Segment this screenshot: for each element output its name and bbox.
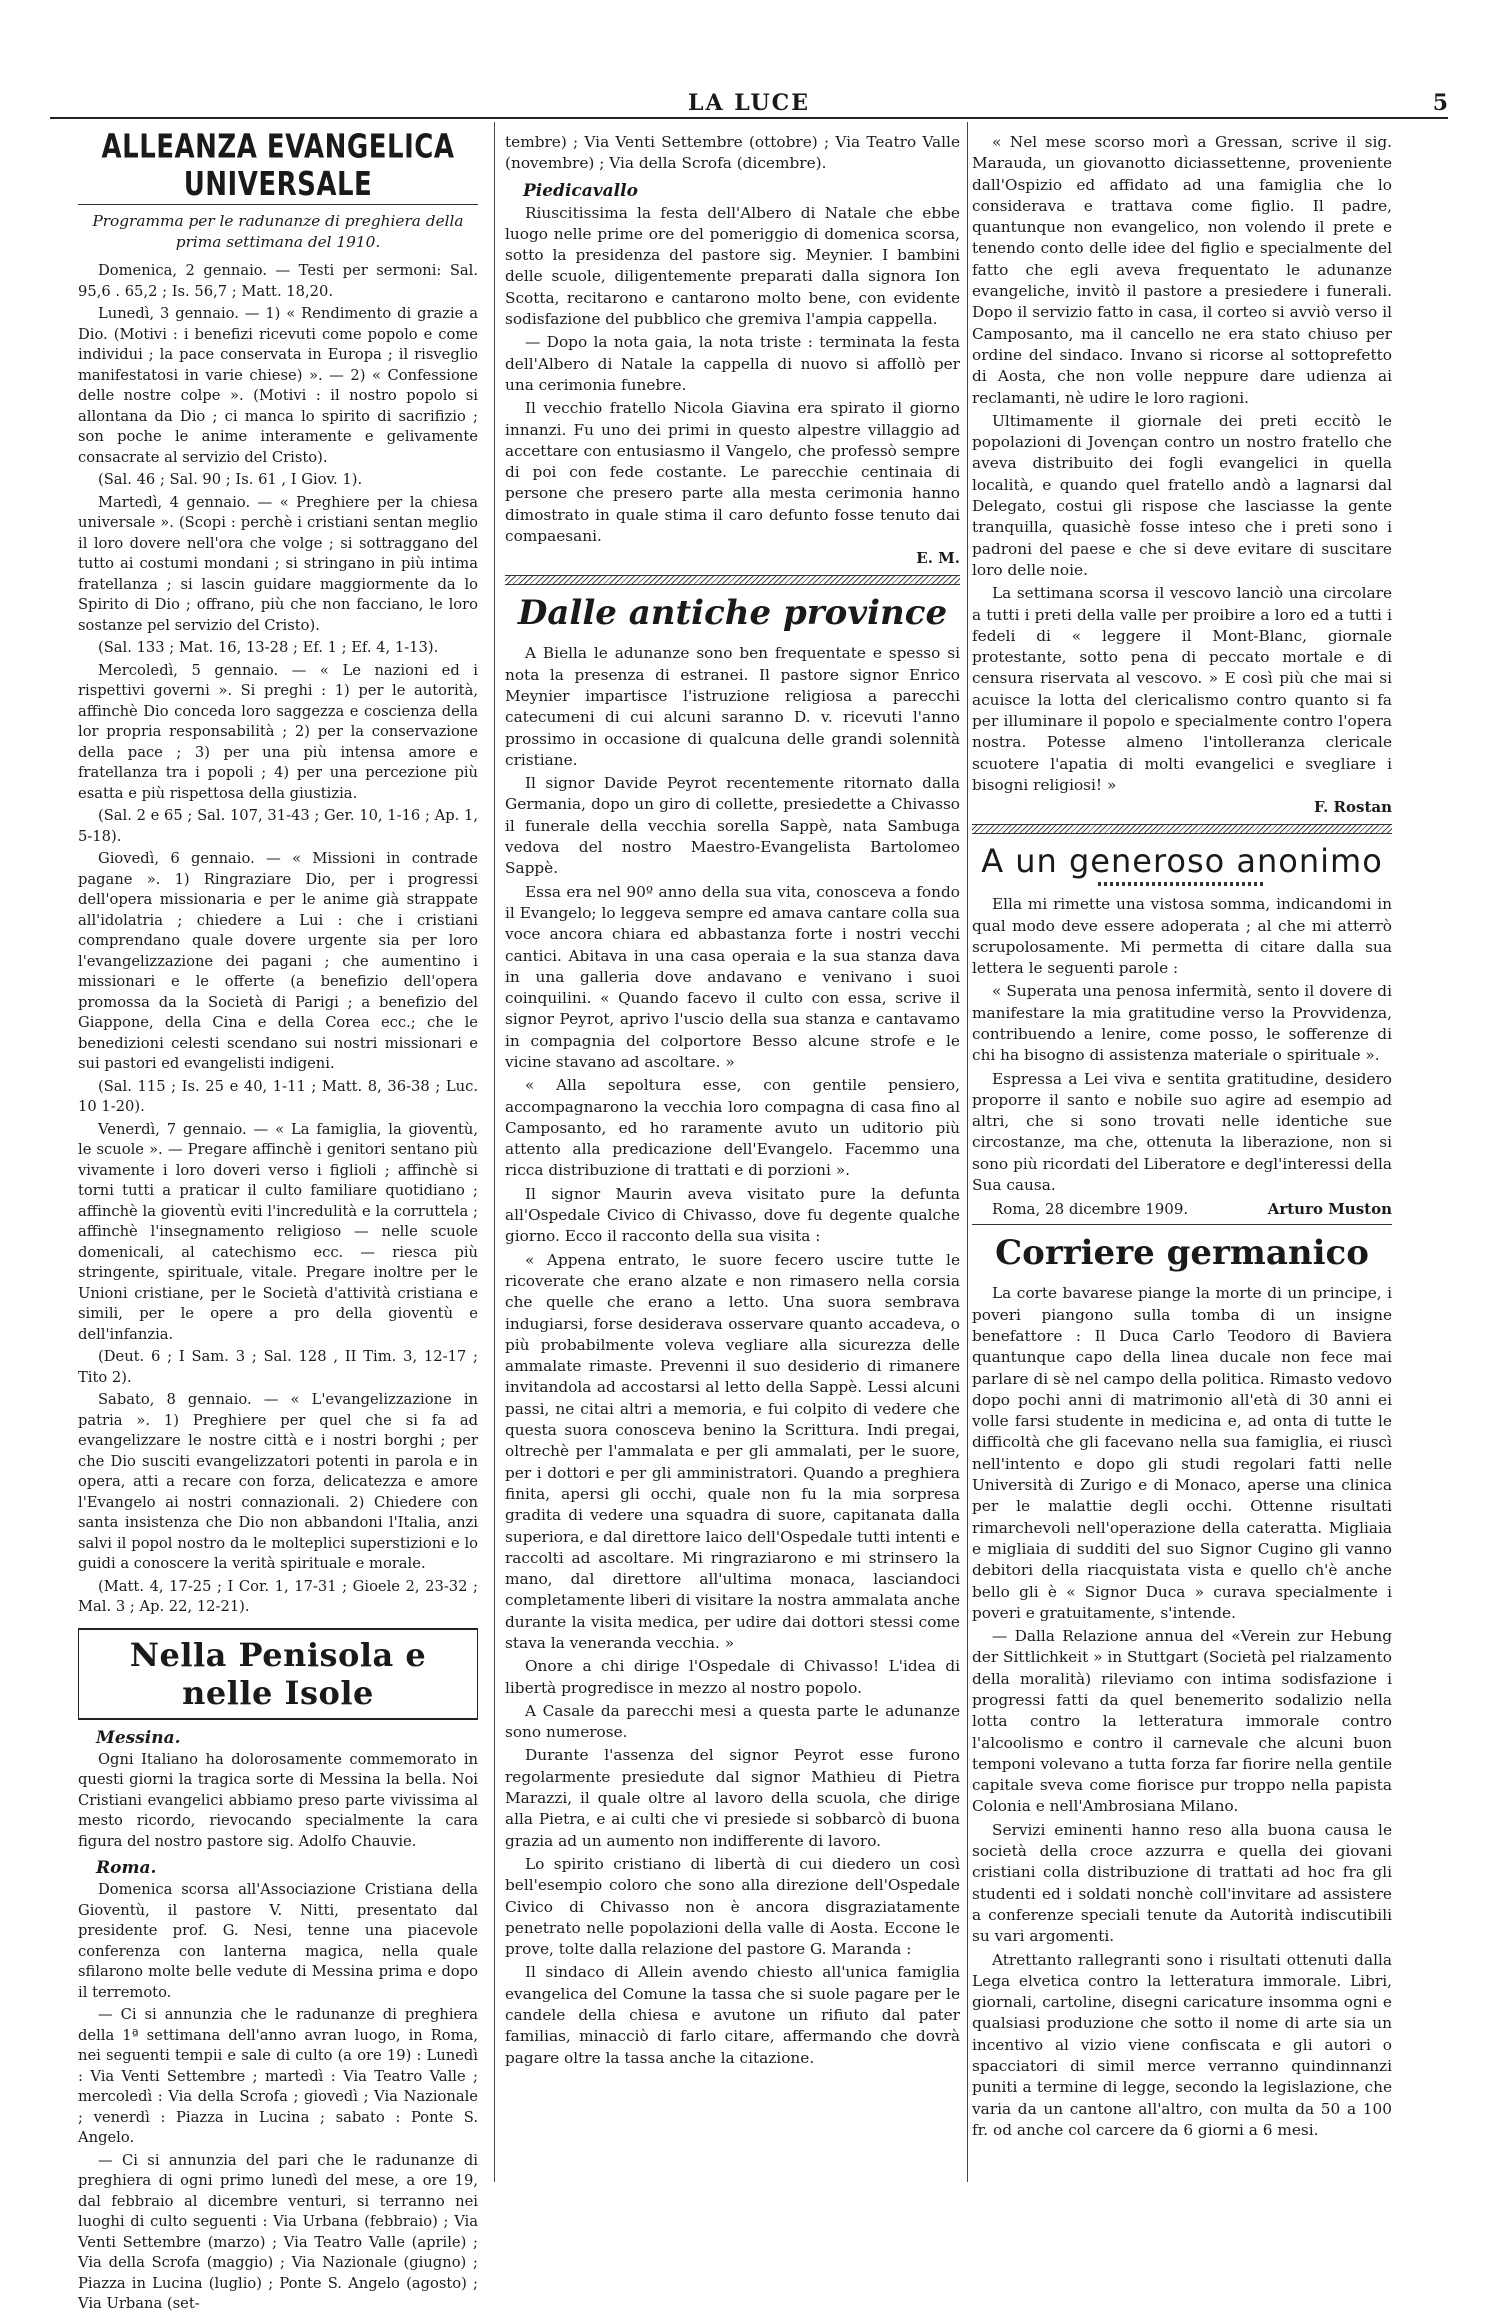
paragraph: — Dopo la nota gaia, la nota triste : terminata la festa dell'Albero di Natale la cappella di nuovo si affollò per una cerimonia funebre. bbox=[505, 333, 960, 394]
section-box bbox=[78, 1628, 478, 1720]
paragraph: « Appena entrato, le suore fecero uscire tutte le ricoverate che erano alzate e non rimasero nella corsia che quelle che erano a letto. Una suora sembrava indugiarsi, forse desiderava osservare quanto accadeva, o più probabilmente voleva vegliare alla sicurezza delle ammalate rimaste. Prevenni il suo desiderio di rimanere invitandola ad accostarsi al letto della Sappè. Lessi alcuni passi, ne citai altri a memoria, e fui colpito di vedere che questa suora conosceva benino la Scrittura. Indi pregai, oltrechè per l'ammalata e per gli ammalati, per le suore, per i dottori e per gli amministratori. Quando a preghiera finita, apersi gli occhi, quale non fu la mia sorpresa gradita di vedere una squadra di suore, capitanata dalla superiora, e dal direttore laico dell'Ospedale tutti intenti e raccolti ad ascoltare. Mi ringraziarono e mi strinsero la mano, dal direttore all'ultima monaca, lasciandoci completamente liberi di visitare la nostra ammalata anche durante la visita medica, per udire dai dottori stessi come stava la veneranda vecchia. » bbox=[505, 1250, 960, 1652]
paragraph: — Ci si annunzia del pari che le radunanze di preghiera di ogni primo lunedì del mese, a ore 19, dal febbraio al dicembre venturi, si terranno nei luoghi di culto seguenti : Via Urbana (febbraio) ; Via Venti Settembre (marzo) ; Via Teatro Valle (aprile) ; Via della Scrofa (maggio) ; Via Nazionale (giugno) ; Piazza in Lucina (luglio) ; Ponte S. Angelo (agosto) ; Via Urbana (set- bbox=[78, 2151, 478, 2312]
paragraph: tembre) ; Via Venti Settembre (ottobre) ; Via Teatro Valle (novembre) ; Via della Scrofa (dicembre). bbox=[505, 133, 960, 173]
paragraph: Lo spirito cristiano di libertà di cui diedero un così bell'esempio coloro che sono alla direzione dell'Ospedale Civico di Chivasso non è ancora disgraziatamente penetrato nelle popolazioni della valle di Aosta. Eccone le prove, tolte dalla relazione del pastore G. Maranda : bbox=[505, 1854, 960, 1959]
signature: F. Rostan bbox=[1313, 798, 1392, 817]
section-heading-penisola: Nella Penisola e nelle Isole bbox=[129, 1635, 427, 1712]
paragraph: (Matt. 4, 17-25 ; I Cor. 1, 17-31 ; Gioele 2, 23-32 ; Mal. 3 ; Ap. 22, 12-21). bbox=[78, 1577, 478, 1615]
column-divider bbox=[494, 122, 495, 2182]
article-body bbox=[78, 261, 478, 1618]
page-number: 5 bbox=[1432, 90, 1448, 116]
paragraph: (Deut. 6 ; I Sam. 3 ; Sal. 128 , II Tim. 3, 12-17 ; Tito 2). bbox=[78, 1348, 478, 1386]
column-2 bbox=[505, 132, 960, 2182]
paragraph: Venerdì, 7 gennaio. — « La famiglia, la gioventù, le scuole ». — Pregare affinchè i genitori sentano più vivamente i loro doveri verso i figlioli ; affinchè si torni tutti a praticar il culto familiare quotidiano ; affinchè la gioventù eviti l'incredulità e la corruttela ; affinchè l'insegnamento religioso — nelle scuole domenicali, al catechismo ecc. — riesca più stringente, spirituale, vitale. Pregare inoltre per le Unioni cristiane, per le Società d'attività cristiana e simili, per le opere a pro della gioventù e dell'infanzia. bbox=[78, 1120, 478, 1343]
section-heading-alleanza: ALLEANZA EVANGELICA UNIVERSALE bbox=[101, 128, 455, 204]
paragraph: La corte bavarese piange la morte di un principe, i poveri piangono sulla tomba di un insigne benefattore : Il Duca Carlo Teodoro di Baviera quantunque capo della linea ducale non fece mai parlare di sè nel campo della politica. Rimasto vedovo dopo pochi anni di matrimonio all'età di 30 anni ei volle farsi studente in medicina e, ad onta di tutte le difficoltà che gli facevano nella sua famiglia, ei riuscì nell'intento e dopo gli studi regolari fatti nelle Università di Zurigo e di Monaco, aperse una clinica per le malattie degli occhi. Ottenne risultati rimarchevoli nell'operazione della cateratta. Migliaia e migliaia di sudditi del suo Signor Cugino gli vanno debitori della riacquistata vista e quello ch'è anche bello gli è « Signor Duca » curava specialmente i poveri e gratuitamente, s'intende. bbox=[972, 1284, 1392, 1622]
column-divider bbox=[967, 122, 968, 2182]
divider bbox=[78, 204, 478, 205]
paragraph: Il signor Maurin aveva visitato pure la defunta all'Ospedale Civico di Chivasso, dove fu degente qualche giorno. Ecco il racconto della sua visita : bbox=[505, 1184, 960, 1246]
paragraph: « Nel mese scorso morì a Gressan, scrive il sig. Marauda, un giovanotto diciassettenne, proveniente dall'Ospizio ed affidato ad una famiglia che lo considerava e trattava come figlio. Il padre, quantunque non evangelico, non volendo il prete e tenendo conto delle idee del figlio e specialmente del fatto che egli aveva frequentato le adunanze evangeliche, invitò il pastore a presiedere i funerali. Dopo il servizio fatto in casa, il corteo si avviò verso il Camposanto, ma il cancello ne era stato chiuso per ordine del sindaco. Invano si ricorse al sottoprefetto di Aosta, che non volle neppure dare udienza ai reclamanti, nè udire le loro ragioni. bbox=[972, 133, 1392, 407]
subheading-piedicavallo: Piedicavallo bbox=[523, 180, 638, 201]
subheading-messina: Messina. bbox=[96, 1727, 181, 1748]
divider bbox=[972, 1224, 1392, 1225]
paragraph: — Ci si annunzia che le radunanze di preghiera della 1ª settimana dell'anno avran luogo, in Roma, nei seguenti tempii e sale di culto (a ore 19) : Lunedì : Via Venti Settembre ; martedì : Via Teatro Valle ; mercoledì : Via della Scrofa ; giovedì ; Via Nazionale ; venerdì : Piazza in Lucina ; sabato : Ponte S. Angelo. bbox=[78, 2006, 478, 2146]
newspaper-title: LA LUCE bbox=[688, 90, 810, 116]
paragraph: (Sal. 115 ; Is. 25 e 40, 1-11 ; Matt. 8, 36-38 ; Luc. 10 1-20). bbox=[78, 1077, 478, 1115]
paragraph: « Alla sepoltura esse, con gentile pensiero, accompagnarono la vecchia loro compagna di casa fino al Camposanto, ed ho raramente avuto un uditorio più attento alla predicazione dell'Evangelo. Facemmo una ricca distribuzione di trattati e di porzioni ». bbox=[505, 1076, 960, 1180]
paragraph: — Dalla Relazione annua del «Verein zur Hebung der Sittlichkeit » in Stuttgart (Società pel rialzamento della moralità) rileviamo con intima sodisfazione i progressi fatti da quel benemerito sodalizio nella lotta contro la letteratura immorale contro l'alcoolismo e contro il carnevale che alcuni buon temponi volevano a tutta forza far fiorire nella gentile capitale sveva come fiorisce pur troppo nella papista Colonia e nell'Ambrosiana Milano. bbox=[972, 1627, 1393, 1816]
paragraph: Il sindaco di Allein avendo chiesto all'unica famiglia evangelica del Comune la tassa che si suole pagare per le candele della chiesa e avutone un rifiuto dal pater familias, minacciò di farlo citare, affermando che dovrà pagare oltre la tassa anche la citazione. bbox=[505, 1963, 960, 2067]
column-3 bbox=[972, 132, 1392, 2182]
paragraph: Domenica scorsa all'Associazione Cristiana della Gioventù, il pastore V. Nitti, presentato dal presidente prof. G. Nesi, tenne una piacevole conferenza con lanterna magica, nella quale sfilarono molte belle vedute di Messina prima e dopo il terremoto. bbox=[78, 1881, 478, 2001]
masthead-rule bbox=[50, 117, 1448, 119]
paragraph: Il signor Davide Peyrot recentemente ritornato dalla Germania, dopo un giro di collette, presiedette a Chivasso il funerale della vecchia sorella Sappè, nata Sambuga vedova del nostro Maestro-Evangelista Bartolomeo Sappè. bbox=[505, 774, 960, 878]
paragraph: Ultimamente il giornale dei preti eccitò le popolazioni di Jovençan contro un nostro fratello che aveva distribuito dei fogli evangelici in quella località, e quando quel fratello andò a lagnarsi dal Delegato, costui gli rispose che lasciasse la gente tranquilla, quasichè fosse inteso che i preti sono i padroni del paese e che si deve evitare di suscitare loro delle noie. bbox=[972, 411, 1392, 579]
paragraph: La settimana scorsa il vescovo lanciò una circolare a tutti i preti della valle per proibire a loro ed a tutti i fedeli di « leggere il Mont-Blanc, giornale protestante, sotto pena di peccato mortale e di censura riservata al vescovo. » E così più che mai si acuisce la lotta del clericalismo contro quanto si fa per illuminare il popolo e specialmente contro l'opera nostra. Potesse almeno l'intolleranza clericale scuotere l'apatia di molti evangelici e svegliare i bisogni religiosi! » bbox=[972, 584, 1392, 794]
ornamental-divider bbox=[505, 575, 960, 585]
paragraph: Lunedì, 3 gennaio. — 1) « Rendimento di grazie a Dio. (Motivi : i benefizi ricevuti come popolo e come individui ; la pace conservata in Europa ; il risveglio manifestatosi in varie chiese) ». — 2) « Confessione delle nostre colpe ». (Motivi : il nostro popolo si allontana da Dio ; ci manca lo spirito di sacrifizio ; son poche le anime interamente e gelivamente consacrate al servizio del Cristo). bbox=[78, 305, 478, 466]
paragraph: (Sal. 133 ; Mat. 16, 13-28 ; Ef. 1 ; Ef. 4, 1-13). bbox=[98, 639, 439, 656]
paragraph: Espressa a Lei viva e sentita gratitudine, desidero proporre il santo e nobile suo agire ad esempio ad altri, che si sono trovati nelle identiche sue circostanze, ma che, ottenuta la liberazione, non si sono più ricordati del Liberatore e degl'interessi della Sua causa. bbox=[972, 1069, 1392, 1195]
letter-date: Roma, 28 dicembre 1909. bbox=[992, 1200, 1189, 1219]
paragraph: A Biella le adunanze sono ben frequentate e spesso si nota la presenza di estranei. Il pastore signor Enrico Meynier impartisce l'istruzione religiosa a parecchi catecumeni di cui alcuni saranno D. v. ricevuti l'anno prossimo in occasione di qualcuna delle grandi solennità cristiane. bbox=[505, 644, 960, 769]
section-heading-anonimo: A un generoso anonimo bbox=[981, 842, 1383, 881]
signature: Arturo Muston bbox=[1267, 1200, 1392, 1219]
paragraph: Durante l'assenza del signor Peyrot esse furono regolarmente presiedute dal signor Mathieu di Pietra Marazzi, il quale oltre al lavoro della scuola, che dirige alla Pietra, e ai culti che vi presiede si sobbarcò di buona grazia ad un aumento non indifferente di lavoro. bbox=[505, 1746, 960, 1850]
paragraph: Mercoledì, 5 gennaio. — « Le nazioni ed i rispettivi governi ». Si preghi : 1) per le autorità, affinchè Dio conceda loro saggezza e coscienza della lor propria responsabilità ; 2) per la conservazione della pace ; 3) per una più intensa amore e fratellanza tra i popoli ; 4) per una percezione più esatta e più rispettosa della giustizia. bbox=[78, 661, 478, 802]
paragraph: Il vecchio fratello Nicola Giavina era spirato il giorno innanzi. Fu uno dei primi in questo alpestre villaggio ad accettare con entusiasmo il Vangelo, che professò sempre di poi con fede costante. Le parecchie centinaia di persone che presero parte alla mesta cerimonia hanno dimostrato in quale stima il caro defunto fosse tenuto dai compaesani. bbox=[505, 399, 960, 546]
paragraph: Atrettanto rallegranti sono i risultati ottenuti dalla Lega elvetica contro la letteratura immorale. Libri, giornali, cartoline, disegni caricature insomma ogni e qualsiasi produzione che sotto il nome di arte sia un incentivo al vizio viene confiscata e gli autori o spacciatori di simil merce verranno quindinnanzi puniti a termine di legge, secondo la legislazione, che varia da un cantone all'altro, con multa da 50 a 100 fr. od anche col carcere da 6 giorni a 6 mesi. bbox=[972, 1950, 1392, 2139]
ornamental-divider bbox=[972, 824, 1392, 834]
subheading-roma: Roma. bbox=[96, 1858, 157, 1878]
article-subtitle: Programma per le radunanze di preghiera della prima settimana del 1910. bbox=[92, 212, 464, 251]
paragraph: A Casale da parecchi mesi a questa parte le adunanze sono numerose. bbox=[505, 1701, 960, 1742]
paragraph: Giovedì, 6 gennaio. — « Missioni in contrade pagane ». 1) Ringraziare Dio, per i progressi dell'opera missionaria e per le anime già strappate all'idolatria ; chiedere a Lui : che i cristiani comprendano quale dovere urgente sia per loro l'evangelizzazione dei pagani ; che aumentino i missionari e le offerte (a benefizio dell'opera promossa da la Società di Parigi ; a benefizio del Giappone, della Cina e della Corea ecc.; che le benedizioni celesti scendano sui nostri missionari e sui pastori ed evangelisti indigeni. bbox=[78, 850, 478, 1072]
paragraph: Onore a chi dirige l'Ospedale di Chivasso! L'idea di libertà progredisce in mezzo al nostro popolo. bbox=[505, 1657, 960, 1697]
column-1 bbox=[78, 128, 478, 2312]
paragraph: « Superata una penosa infermità, sento il dovere di manifestare la mia gratitudine verso la Provvidenza, contribuendo a lenire, come posso, le sofferenze di chi ha bisogno di assistenza materiale o spirituale ». bbox=[972, 982, 1392, 1065]
paragraph: Essa era nel 90º anno della sua vita, conosceva a fondo il Evangelo; lo leggeva sempre ed amava cantare colla sua voce ancora chiara ed abbastanza forte i nostri vecchi cantici. Abitava in una casa operaia e la sua stanza dava in una galleria dove andavano e venivano i suoi coinquilini. « Quando facevo il culto con essa, scrive il signor Peyrot, aprivo l'uscio della sua stanza e cantavamo in compagnia del colportore Besso alcune strofe e le vicine stavano ad ascoltare. » bbox=[505, 882, 960, 1071]
signature-row bbox=[972, 1200, 1392, 1218]
paragraph: Martedì, 4 gennaio. — « Preghiere per la chiesa universale ». (Scopi : perchè i cristiani sentan meglio il loro dovere nell'ora che volge ; si sottraggano del tutto ai costumi mondani ; si stringano in più intima fratellanza ; si lascin guidare maggiormente da lo Spirito di Dio ; offrano, più che non facciano, le loro sostanze pel servizio del Cristo). bbox=[78, 493, 478, 634]
heading-underline bbox=[1098, 882, 1266, 886]
paragraph: (Sal. 2 e 65 ; Sal. 107, 31-43 ; Ger. 10, 1-16 ; Ap. 1, 5-18). bbox=[78, 807, 478, 845]
section-heading-province: Dalle antiche province bbox=[517, 593, 948, 634]
signature: E. M. bbox=[916, 549, 960, 568]
paragraph: Ogni Italiano ha dolorosamente commemorato in questi giorni la tragica sorte di Messina la bella. Noi Cristiani evangelici abbiamo preso parte vivissima al mesto ricordo, rievocando specialmente la cara figura del nostro pastore sig. Adolfo Chauvie. bbox=[78, 1750, 478, 1850]
paragraph: Riuscitissima la festa dell'Albero di Natale che ebbe luogo nelle prime ore del pomeriggio di domenica scorsa, sotto la presidenza del pastore sig. Meynier. I bambini delle scuole, diligentemente preparati dalla signora Ion Scotta, recitarono e cantarono molto bene, con evidente sodisfazione del pubblico che gremiva l'ampia cappella. bbox=[505, 203, 960, 329]
paragraph: Servizi eminenti hanno reso alla buona causa le società della croce azzurra e quella dei giovani cristiani colla distribuzione di trattati ad hoc fra gli studenti ed i soldati nonchè coll'invitare ad assistere a conferenze speciali tenute da Autorità indiscutibili su vari argomenti. bbox=[972, 1820, 1392, 1946]
paragraph: Ella mi rimette una vistosa somma, indicandomi in qual modo deve essere adoperata ; al che mi atterrò scrupolosamente. Mi permetta di citare dalla sua lettera le seguenti parole : bbox=[972, 895, 1392, 978]
paragraph: Sabato, 8 gennaio. — « L'evangelizzazione in patria ». 1) Preghiere per quel che si fa ad evangelizzare le nostre città e i nostri borghi ; per che Dio susciti evangelizzatori potenti in parola e in opera, atti a recare con forza, delicatezza e amore l'Evangelo ai nostri connazionali. 2) Chiedere con santa insistenza che Dio non abbandoni l'Italia, anzi salvi il popol nostro da le molteplici superstizioni e lo guidi a conoscere la verità spirituale e morale. bbox=[78, 1391, 478, 1572]
paragraph: (Sal. 46 ; Sal. 90 ; Is. 61 , I Giov. 1). bbox=[98, 471, 363, 488]
paragraph: Domenica, 2 gennaio. — Testi per sermoni: Sal. 95,6 . 65,2 ; Is. 56,7 ; Matt. 18,20. bbox=[78, 262, 478, 300]
section-heading-corriere: Corriere germanico bbox=[995, 1233, 1369, 1274]
